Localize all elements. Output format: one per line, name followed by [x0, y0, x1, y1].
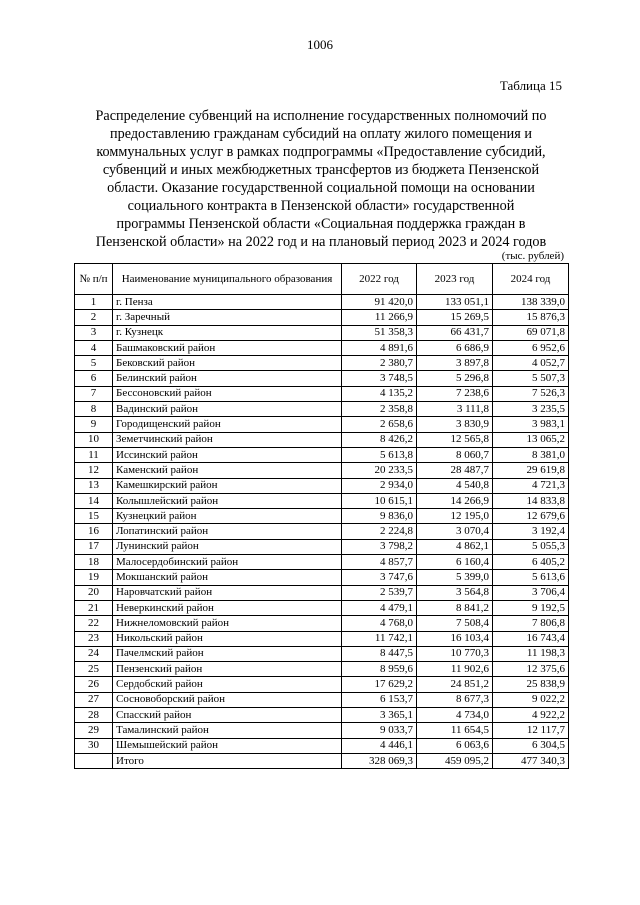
municipality-name: Бессоновский район [113, 386, 342, 401]
header-2023: 2023 год [417, 264, 493, 295]
value-2024: 6 405,2 [493, 555, 569, 570]
page-number: 1006 [307, 37, 333, 52]
value-2022: 2 358,8 [342, 402, 417, 417]
value-2022: 4 891,6 [342, 340, 417, 355]
municipality-name: Мокшанский район [113, 570, 342, 585]
value-2023: 133 051,1 [417, 295, 493, 310]
row-number: 10 [75, 432, 113, 447]
value-2022: 10 615,1 [342, 493, 417, 508]
value-2023: 7 508,4 [417, 616, 493, 631]
value-2023: 12 565,8 [417, 432, 493, 447]
table-row [75, 677, 569, 692]
value-2024: 9 192,5 [493, 600, 569, 615]
municipality-name: Кузнецкий район [113, 509, 342, 524]
value-2024: 4 721,3 [493, 478, 569, 493]
value-2023: 3 897,8 [417, 356, 493, 371]
value-2023: 5 296,8 [417, 371, 493, 386]
value-2023: 8 841,2 [417, 600, 493, 615]
table-row [75, 631, 569, 646]
table-header-row [75, 264, 569, 295]
table-row [75, 723, 569, 738]
table-row [75, 539, 569, 554]
municipality-name: Лунинский район [113, 539, 342, 554]
row-number: 29 [75, 723, 113, 738]
table-row [75, 432, 569, 447]
row-number: 26 [75, 677, 113, 692]
value-2022: 2 539,7 [342, 585, 417, 600]
row-number: 30 [75, 738, 113, 753]
value-2022: 2 380,7 [342, 356, 417, 371]
municipality-name: Иссинский район [113, 447, 342, 462]
value-2024: 69 071,8 [493, 325, 569, 340]
value-2023: 12 195,0 [417, 509, 493, 524]
units-label: (тыс. рублей) [501, 250, 564, 262]
municipality-name: Каменский район [113, 463, 342, 478]
value-2022: 20 233,5 [342, 463, 417, 478]
document-title [74, 107, 568, 251]
municipality-name: Наровчатский район [113, 585, 342, 600]
municipality-name: Никольский район [113, 631, 342, 646]
value-2022: 6 153,7 [342, 692, 417, 707]
value-2023: 8 677,3 [417, 692, 493, 707]
row-number: 8 [75, 402, 113, 417]
row-number: 25 [75, 662, 113, 677]
value-2024: 14 833,8 [493, 493, 569, 508]
municipality-name: г. Заречный [113, 310, 342, 325]
table-row [75, 708, 569, 723]
value-2024: 29 619,8 [493, 463, 569, 478]
value-2022: 4 479,1 [342, 600, 417, 615]
table-row [75, 738, 569, 753]
value-2023: 24 851,2 [417, 677, 493, 692]
table-row [75, 509, 569, 524]
row-number: 9 [75, 417, 113, 432]
value-2022: 11 742,1 [342, 631, 417, 646]
row-number: 17 [75, 539, 113, 554]
value-2024: 6 304,5 [493, 738, 569, 753]
table-row [75, 417, 569, 432]
value-2024: 12 375,6 [493, 662, 569, 677]
value-2022: 4 135,2 [342, 386, 417, 401]
title-line: области. Оказание государственной социальной помощи на основании [107, 180, 535, 196]
row-number [75, 753, 113, 768]
municipality-name: Спасский район [113, 708, 342, 723]
value-2024: 16 743,4 [493, 631, 569, 646]
value-2024: 5 055,3 [493, 539, 569, 554]
row-number: 15 [75, 509, 113, 524]
value-2024: 15 876,3 [493, 310, 569, 325]
value-2023: 4 734,0 [417, 708, 493, 723]
table-row [75, 493, 569, 508]
value-2023: 14 266,9 [417, 493, 493, 508]
value-2023: 4 862,1 [417, 539, 493, 554]
table-row [75, 646, 569, 661]
row-number: 11 [75, 447, 113, 462]
value-2022: 4 857,7 [342, 555, 417, 570]
municipality-name: Белинский район [113, 371, 342, 386]
value-2024: 4 052,7 [493, 356, 569, 371]
value-2023: 6 063,6 [417, 738, 493, 753]
value-2022: 11 266,9 [342, 310, 417, 325]
value-2022: 3 747,6 [342, 570, 417, 585]
value-2023: 6 160,4 [417, 555, 493, 570]
municipality-name: Тамалинский район [113, 723, 342, 738]
value-2023: 6 686,9 [417, 340, 493, 355]
table-row [75, 386, 569, 401]
table-row [75, 616, 569, 631]
municipality-name: Башмаковский район [113, 340, 342, 355]
value-2024: 3 235,5 [493, 402, 569, 417]
municipality-name: Пачелмский район [113, 646, 342, 661]
value-2022: 3 748,5 [342, 371, 417, 386]
table-row [75, 585, 569, 600]
value-2022: 5 613,8 [342, 447, 417, 462]
value-2022: 8 447,5 [342, 646, 417, 661]
row-number: 14 [75, 493, 113, 508]
value-2023: 3 070,4 [417, 524, 493, 539]
title-line: субвенций и иных межбюджетных трансфертов из бюджета Пензенской [102, 162, 540, 178]
value-2024: 3 192,4 [493, 524, 569, 539]
value-2024: 6 952,6 [493, 340, 569, 355]
table-row [75, 447, 569, 462]
value-2024: 12 679,6 [493, 509, 569, 524]
value-2023: 28 487,7 [417, 463, 493, 478]
value-2023: 3 111,8 [417, 402, 493, 417]
value-2022: 2 658,6 [342, 417, 417, 432]
value-2023: 11 654,5 [417, 723, 493, 738]
table-row [75, 478, 569, 493]
municipality-name: г. Кузнецк [113, 325, 342, 340]
municipality-name: Малосердобинский район [113, 555, 342, 570]
table-row [75, 340, 569, 355]
municipality-name: Бековский район [113, 356, 342, 371]
row-number: 12 [75, 463, 113, 478]
value-2024: 25 838,9 [493, 677, 569, 692]
row-number: 16 [75, 524, 113, 539]
row-number: 21 [75, 600, 113, 615]
value-2024: 477 340,3 [493, 753, 569, 768]
row-number: 23 [75, 631, 113, 646]
value-2022: 17 629,2 [342, 677, 417, 692]
row-number: 2 [75, 310, 113, 325]
table-row [75, 555, 569, 570]
value-2022: 328 069,3 [342, 753, 417, 768]
value-2023: 8 060,7 [417, 447, 493, 462]
value-2022: 4 446,1 [342, 738, 417, 753]
value-2023: 3 564,8 [417, 585, 493, 600]
value-2023: 5 399,0 [417, 570, 493, 585]
table-row [75, 570, 569, 585]
value-2022: 51 358,3 [342, 325, 417, 340]
value-2024: 7 526,3 [493, 386, 569, 401]
municipality-name: Сосновоборский район [113, 692, 342, 707]
value-2024: 5 613,6 [493, 570, 569, 585]
value-2024: 3 706,4 [493, 585, 569, 600]
table-row [75, 402, 569, 417]
value-2024: 11 198,3 [493, 646, 569, 661]
table-row [75, 356, 569, 371]
value-2022: 8 426,2 [342, 432, 417, 447]
title-line: Распределение субвенций на исполнение государственных полномочий по [95, 108, 547, 124]
municipality-name: г. Пенза [113, 295, 342, 310]
value-2022: 3 365,1 [342, 708, 417, 723]
municipality-name: Итого [113, 753, 342, 768]
value-2024: 9 022,2 [493, 692, 569, 707]
value-2022: 3 798,2 [342, 539, 417, 554]
row-number: 20 [75, 585, 113, 600]
value-2022: 9 836,0 [342, 509, 417, 524]
row-number: 28 [75, 708, 113, 723]
value-2023: 7 238,6 [417, 386, 493, 401]
value-2023: 459 095,2 [417, 753, 493, 768]
municipality-name: Колышлейский район [113, 493, 342, 508]
value-2024: 4 922,2 [493, 708, 569, 723]
table-row [75, 371, 569, 386]
row-number: 24 [75, 646, 113, 661]
value-2024: 7 806,8 [493, 616, 569, 631]
municipality-name: Шемышейский район [113, 738, 342, 753]
municipality-name: Вадинский район [113, 402, 342, 417]
value-2022: 2 934,0 [342, 478, 417, 493]
row-number: 22 [75, 616, 113, 631]
value-2023: 3 830,9 [417, 417, 493, 432]
municipality-name: Неверкинский район [113, 600, 342, 615]
row-number: 5 [75, 356, 113, 371]
value-2024: 5 507,3 [493, 371, 569, 386]
row-number: 27 [75, 692, 113, 707]
row-number: 1 [75, 295, 113, 310]
header-2022: 2022 год [342, 264, 417, 295]
municipality-name: Городищенский район [113, 417, 342, 432]
table-row [75, 463, 569, 478]
row-number: 3 [75, 325, 113, 340]
value-2023: 10 770,3 [417, 646, 493, 661]
row-number: 13 [75, 478, 113, 493]
value-2024: 13 065,2 [493, 432, 569, 447]
table-total-row [75, 753, 569, 768]
row-number: 4 [75, 340, 113, 355]
value-2023: 4 540,8 [417, 478, 493, 493]
municipality-name: Лопатинский район [113, 524, 342, 539]
header-2024: 2024 год [493, 264, 569, 295]
table-row [75, 524, 569, 539]
title-line: социального контракта в Пензенской области» государственной [127, 198, 515, 214]
value-2022: 2 224,8 [342, 524, 417, 539]
municipality-name: Камешкирский район [113, 478, 342, 493]
municipality-name: Пензенский район [113, 662, 342, 677]
title-line: коммунальных услуг в рамках подпрограммы «Предоставление субсидий, [96, 144, 546, 160]
table-row [75, 310, 569, 325]
table-label: Таблица 15 [499, 78, 562, 93]
title-line: Пензенской области» на 2022 год и на плановый период 2023 и 2024 годов [95, 234, 547, 250]
value-2023: 16 103,4 [417, 631, 493, 646]
value-2023: 66 431,7 [417, 325, 493, 340]
value-2022: 8 959,6 [342, 662, 417, 677]
table-row [75, 692, 569, 707]
title-line: программы Пензенской области «Социальная поддержка граждан в [116, 216, 526, 232]
header-name: Наименование муниципального образования [113, 264, 342, 295]
value-2024: 8 381,0 [493, 447, 569, 462]
value-2024: 3 983,1 [493, 417, 569, 432]
value-2023: 11 902,6 [417, 662, 493, 677]
value-2022: 4 768,0 [342, 616, 417, 631]
municipality-name: Нижнеломовский район [113, 616, 342, 631]
value-2022: 91 420,0 [342, 295, 417, 310]
table-row [75, 325, 569, 340]
row-number: 18 [75, 555, 113, 570]
municipality-name: Сердобский район [113, 677, 342, 692]
value-2024: 12 117,7 [493, 723, 569, 738]
table-row [75, 662, 569, 677]
title-line: предоставлению гражданам субсидий на оплату жилого помещения и [110, 126, 532, 142]
header-num: № п/п [75, 264, 113, 295]
value-2023: 15 269,5 [417, 310, 493, 325]
table-row [75, 295, 569, 310]
municipality-name: Земетчинский район [113, 432, 342, 447]
row-number: 19 [75, 570, 113, 585]
subvention-table [74, 263, 569, 769]
table-row [75, 600, 569, 615]
value-2022: 9 033,7 [342, 723, 417, 738]
value-2024: 138 339,0 [493, 295, 569, 310]
row-number: 7 [75, 386, 113, 401]
row-number: 6 [75, 371, 113, 386]
